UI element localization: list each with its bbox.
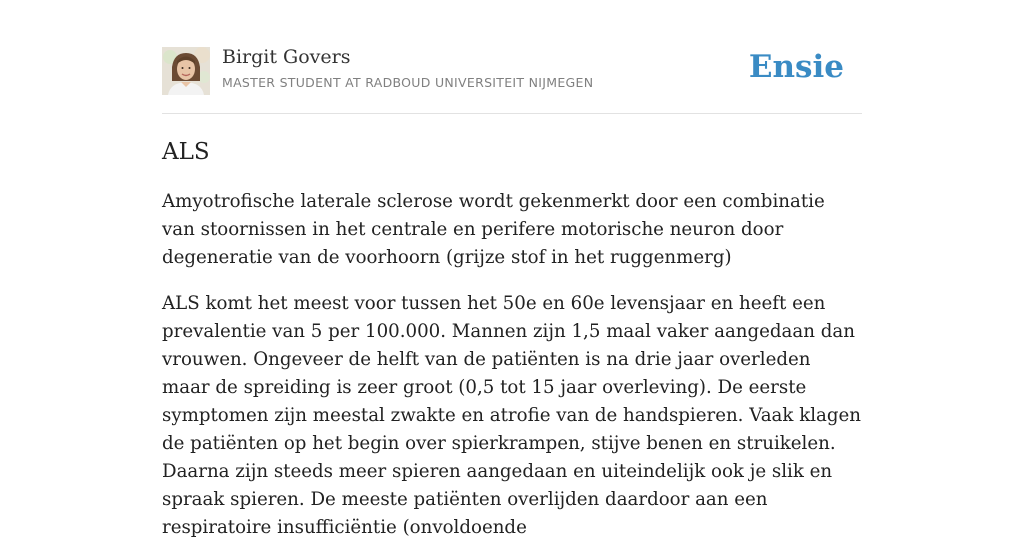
article-title: ALS <box>162 139 210 165</box>
author-header <box>162 45 862 114</box>
author-name[interactable]: Birgit Govers <box>222 46 351 68</box>
ensie-logo[interactable]: Ensie <box>748 49 844 85</box>
article-paragraph: Amyotrofische laterale sclerose wordt gekenmerkt door een combinatie van stoornissen in het centrale en perifere motorische neuron door degeneratie van de voorhoorn (grijze stof in het ruggenmerg) <box>162 191 825 268</box>
article-paragraph: ALS komt het meest voor tussen het 50e en 60e levensjaar en heeft een prevalentie van 5 per 100.000. Mannen zijn 1,5 maal vaker aangedaan dan vrouwen. Ongeveer de helft van de patiënten is na drie jaar overleden maar de spreiding is zeer groot (0,5 tot 15 jaar overleving). De eerste symptomen zijn meestal zwakte en atrofie van de handspieren. Vaak klagen de patiënten op het begin over spierkrampen, stijve benen en struikelen. Daarna zijn steeds meer spieren aangedaan en uiteindelijk ook je slik en spraak spieren. De meeste patiënten overlijden daardoor aan een respiratoire insufficiëntie (onvoldoende <box>162 293 862 538</box>
article <box>162 136 862 542</box>
author-avatar[interactable] <box>162 47 210 95</box>
avatar-portrait-icon <box>162 47 210 95</box>
author-subtitle: MASTER STUDENT AT RADBOUD UNIVERSITEIT NIJMEGEN <box>222 75 594 90</box>
